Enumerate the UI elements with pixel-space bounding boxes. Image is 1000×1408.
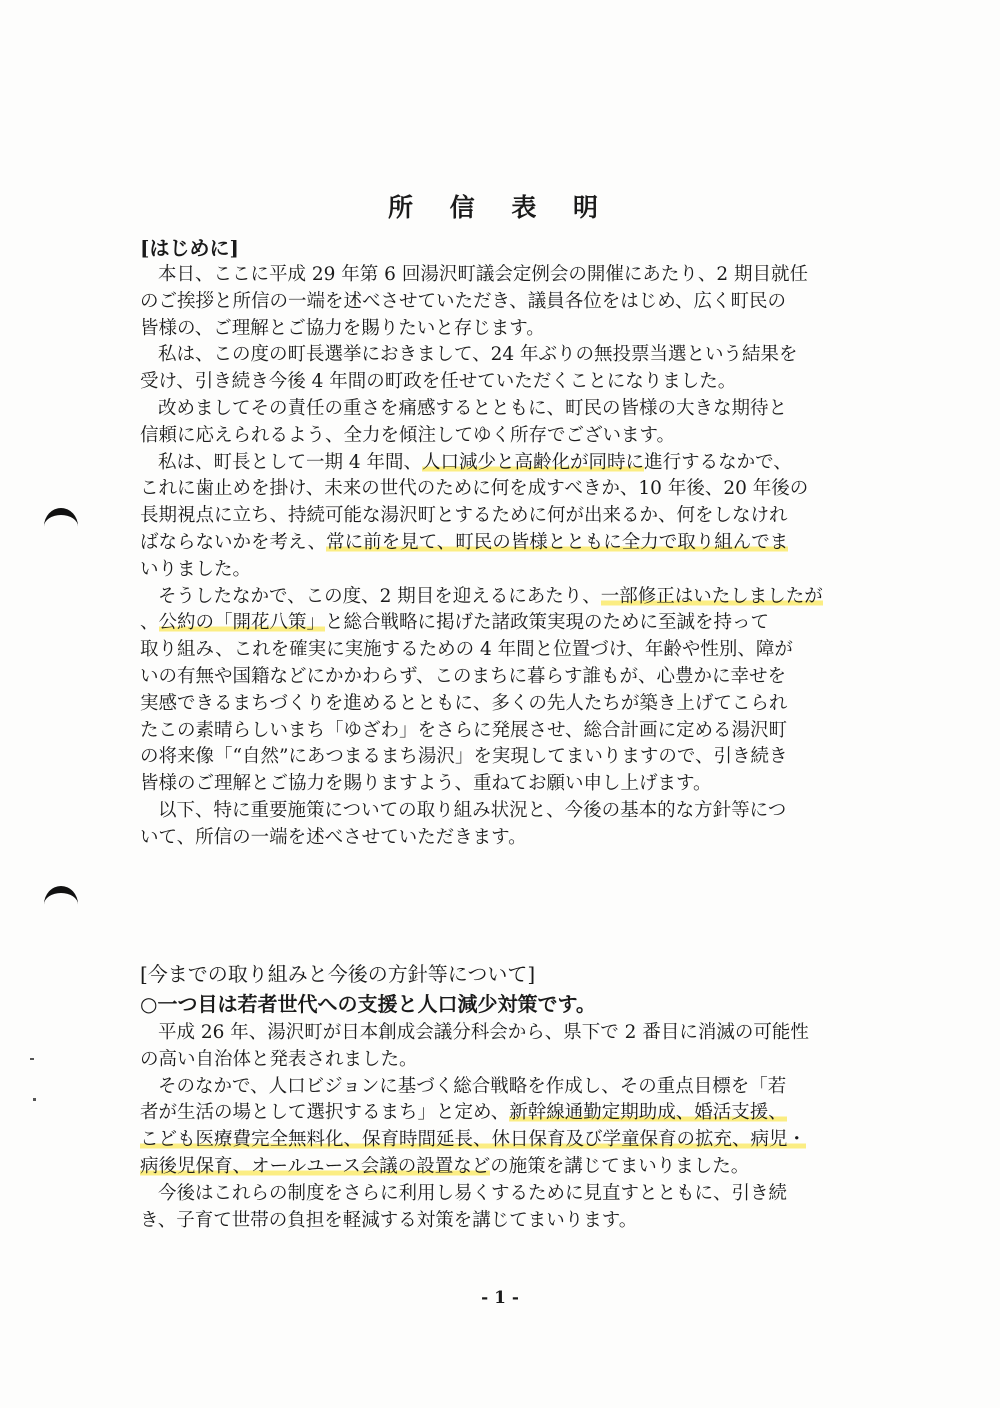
section-heading-introduction: [はじめに]	[140, 236, 239, 260]
text-segment: 私は、町長として一期 4 年間、	[158, 451, 423, 473]
section-introduction-body	[140, 262, 862, 852]
punch-hole-mark	[44, 508, 78, 545]
highlighted-text: 常に前を見て、町民の皆様とともに全力で取り組んでま	[326, 531, 789, 553]
highlighted-text: 病後児保育、オールユース会議の設置など	[140, 1155, 491, 1177]
text-line: いて、所信の一端を述べさせていただきます。	[140, 826, 527, 848]
text-line: の将来像「“自然”にあつまるまち湯沢」を実現してまいりますので、引き続き	[140, 746, 788, 768]
text-line: 取り組み、これを確実に実施するための 4 年間と位置づけ、年齢や性別、障が	[140, 639, 793, 661]
text-line: 今後はこれらの制度をさらに利用し易くするために見直すとともに、引き続	[158, 1182, 788, 1204]
text-line	[140, 584, 862, 611]
policy-subheading: ○一つ目は若者世代への支援と人口減少対策です。	[140, 992, 596, 1016]
text-line: 皆様のご理解とご協力を賜りますよう、重ねてお願い申し上げます。	[140, 773, 712, 795]
text-line: 実感できるまちづくりを進めるとともに、多くの先人たちが築き上げてこられ	[140, 692, 788, 714]
text-line: 以下、特に重要施策についての取り組み状況と、今後の基本的な方針等につ	[158, 799, 787, 821]
text-line: き、子育て世帯の負担を軽減する対策を講じてまいります。	[140, 1209, 638, 1231]
highlighted-text: こども医療費完全無料化、保育時間延長、休日保育及び学童保育の拡充、病児・	[140, 1129, 807, 1151]
punch-hole-mark	[44, 886, 78, 923]
text-segment: の施策を講じてまいりました。	[490, 1155, 750, 1177]
text-line: そのなかで、人口ビジョンに基づく総合戦略を作成し、その重点目標を「若	[158, 1075, 787, 1097]
text-segment: 、	[140, 612, 159, 634]
text-line: いの有無や国籍などにかかわらず、このまちに暮らす誰もが、心豊かに幸せを	[140, 665, 787, 687]
text-segment: 者が生活の場として選択するまち」と定め、	[140, 1102, 510, 1124]
text-line: 皆様の、ご理解とご協力を賜りたいと存じます。	[140, 317, 545, 339]
text-line	[140, 450, 862, 477]
scan-speck	[33, 1098, 36, 1101]
document-title: 所 信 表 明	[387, 193, 613, 222]
text-line	[140, 610, 862, 637]
text-line: 平成 26 年、湯沢町が日本創成会議分科会から、県下で 2 番目に消滅の可能性	[158, 1022, 809, 1043]
text-line: 長期視点に立ち、持続可能な湯沢町とするために何が出来るか、何をしなけれ	[140, 505, 788, 527]
highlighted-text: 新幹線通勤定期助成、婚活支援、	[509, 1102, 787, 1124]
highlighted-text: 公約の「開花八策」	[158, 612, 326, 634]
text-line: 受け、引き続き今後 4 年間の町政を任せていただくことになりました。	[140, 371, 737, 393]
text-segment: と総合戦略に掲げた諸政策実現のために至誠を持って	[325, 612, 770, 634]
text-segment: そうしたなかで、この度、2 期目を迎えるにあたり、	[158, 585, 601, 607]
text-segment: ばならないかを考え、	[140, 531, 327, 553]
text-line	[140, 1154, 862, 1181]
page-number: - 1 -	[481, 1288, 519, 1308]
text-line: 改めましてその責任の重さを痛感するとともに、町民の皆様の大きな期待と	[158, 397, 788, 419]
text-line	[140, 1127, 862, 1154]
scan-speck	[30, 1058, 34, 1060]
text-line	[140, 530, 862, 557]
text-line: のご挨拶と所信の一端を述べさせていただき、議員各位をはじめ、広く町民の	[140, 290, 787, 312]
text-line: たこの素晴らしいまち「ゆざわ」をさらに発展させ、総合計画に定める湯沢町	[140, 719, 787, 741]
text-line: の高い自治体と発表されました。	[140, 1048, 418, 1070]
text-line: 本日、ここに平成 29 年第 6 回湯沢町議会定例会の開催にあたり、2 期目就任	[158, 264, 808, 285]
section-heading-policies: [今までの取り組みと今後の方針等について]	[140, 962, 536, 986]
text-line	[140, 1100, 862, 1127]
text-segment: 進行するなかで、	[644, 451, 792, 473]
highlighted-text: 一部修正はいたしましたが	[600, 585, 823, 607]
text-line: 信頼に応えられるよう、全力を傾注してゆく所存でございます。	[140, 424, 676, 446]
section-policies-body	[140, 1020, 862, 1234]
text-line: これに歯止めを掛け、未来の世代のために何を成すべきか、10 年後、20 年後の	[140, 478, 809, 500]
highlighted-text: 人口減少と高齢化が同時に	[422, 451, 645, 473]
text-line: いりました。	[140, 558, 252, 580]
text-line: 私は、この度の町長選挙におきまして、24 年ぶりの無投票当選という結果を	[158, 344, 798, 366]
